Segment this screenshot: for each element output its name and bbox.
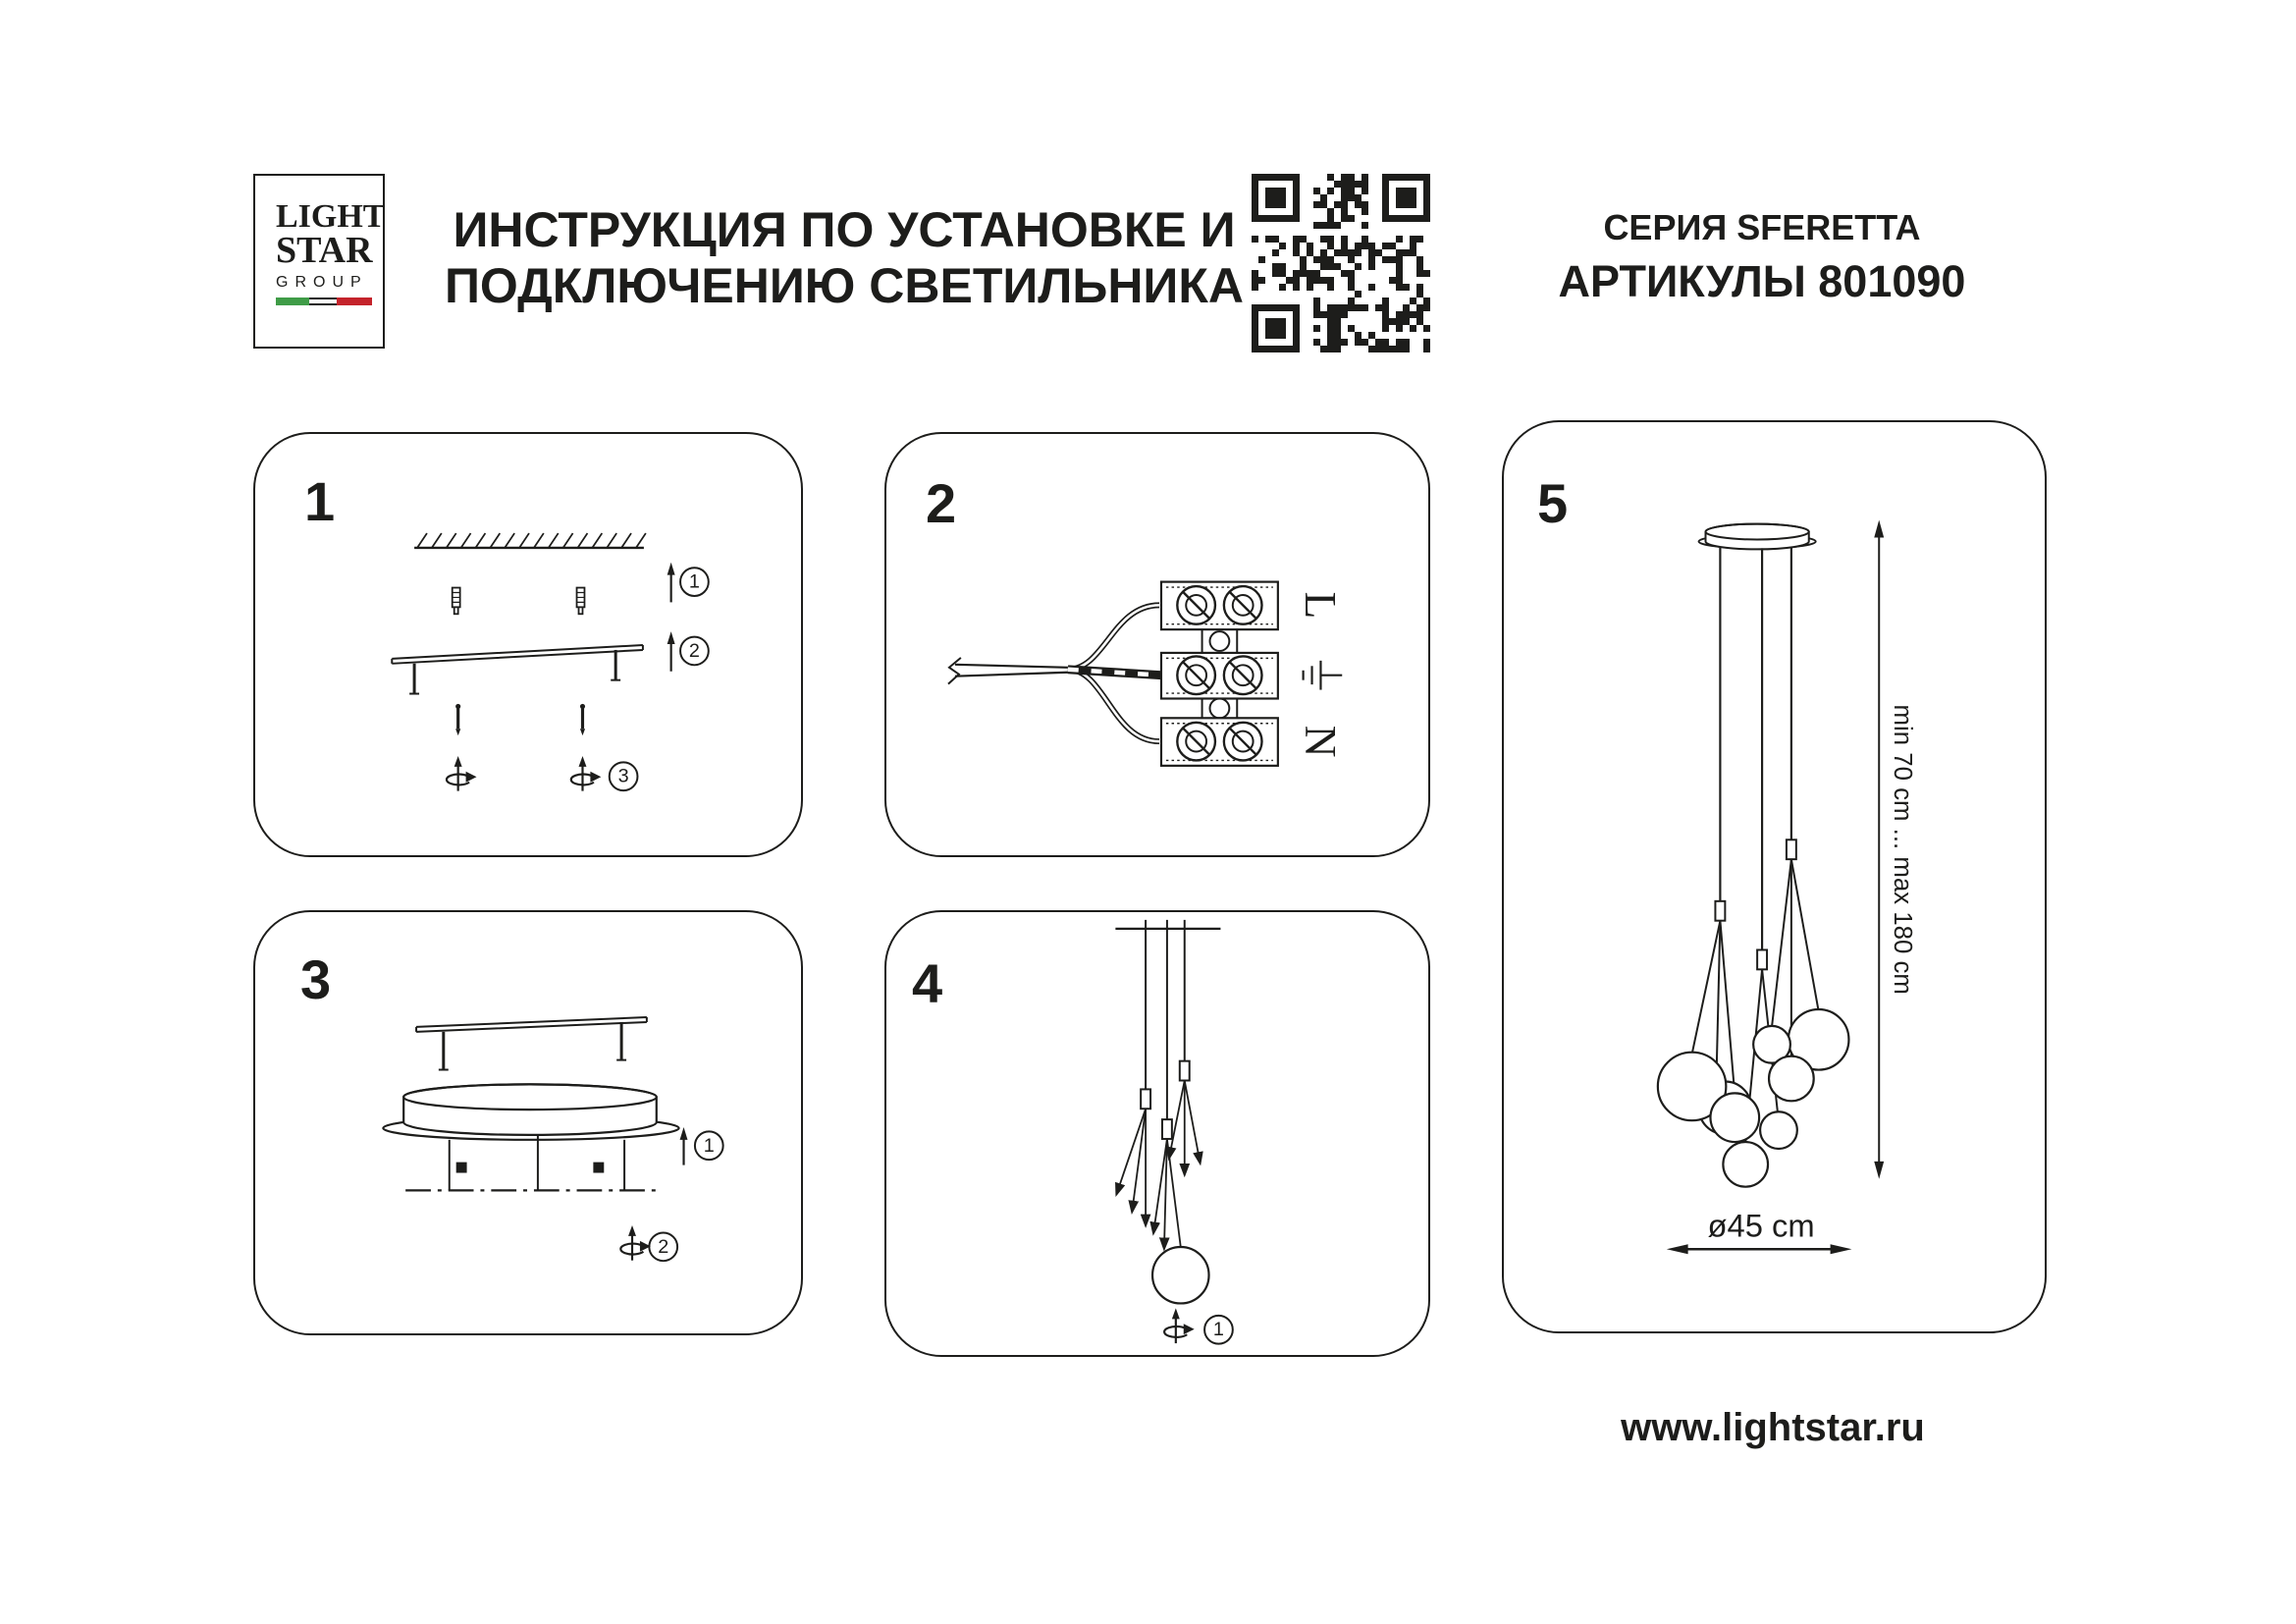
- lightstar-logo: [253, 174, 385, 349]
- ceiling-line: [1115, 920, 1220, 929]
- diameter-dimension-arrow: [1667, 1244, 1852, 1254]
- page-title: [422, 202, 1266, 314]
- step-3-diagram: [255, 912, 801, 1333]
- marker-1: 1: [703, 1134, 715, 1157]
- step-3-number: 3: [300, 948, 332, 1010]
- screw-icon: [455, 704, 585, 735]
- screw-rotation-icon: [620, 1225, 651, 1261]
- step-4-number: 4: [912, 952, 943, 1014]
- glass-sphere: [1152, 1247, 1208, 1303]
- wall-anchor-icon: [453, 588, 585, 615]
- terminal-label-line: L: [1295, 591, 1346, 620]
- sphere-cluster: [1658, 1009, 1849, 1187]
- screw-rotation-icon: [571, 756, 602, 791]
- logo-text-light: LIGHT: [276, 198, 386, 235]
- product-info: [1512, 208, 2012, 306]
- circled-marker: [610, 568, 709, 790]
- series-label: СЕРИЯ SFERETTA: [1603, 207, 1921, 247]
- step-5-diagram: [1504, 422, 2045, 1331]
- step-2-panel: [884, 432, 1430, 857]
- marker-1: 1: [688, 570, 700, 593]
- step-1-number: 1: [304, 470, 336, 532]
- wire-spray: [1116, 1080, 1200, 1248]
- suspension-cords: [1141, 929, 1190, 1139]
- marker-2: 2: [688, 639, 700, 662]
- up-arrow-icon: [680, 1127, 688, 1165]
- terminal-label-neutral: N: [1295, 725, 1346, 758]
- screw-rotation-icon: [1164, 1308, 1195, 1343]
- mounting-bracket: [392, 645, 643, 694]
- title-line-1: ИНСТРУКЦИЯ ПО УСТАНОВКЕ И: [453, 202, 1236, 257]
- marker-2: 2: [658, 1235, 669, 1258]
- qr-code: [1252, 174, 1430, 352]
- ceiling-hatch: [414, 533, 646, 548]
- step-3-panel: [253, 910, 803, 1335]
- marker-3: 3: [617, 765, 629, 787]
- canopy-underside: [405, 1135, 660, 1190]
- suspension-cords: [1715, 546, 1795, 969]
- screw-rotation-icon: [447, 756, 477, 791]
- height-dimension-label: min 70 cm ... max 180 cm: [1889, 704, 1917, 995]
- terminal-block: [1161, 582, 1278, 766]
- logo-text-star: STAR: [276, 230, 373, 271]
- step-2-number: 2: [926, 472, 957, 534]
- step-1-diagram: [255, 434, 801, 855]
- website-url: www.lightstar.ru: [1621, 1406, 1925, 1449]
- up-arrow-icon: [667, 563, 675, 672]
- italian-flag-icon: [276, 298, 372, 305]
- step-2-diagram: [886, 434, 1428, 855]
- diameter-dimension-label: ø45 cm: [1707, 1207, 1815, 1244]
- step-4-diagram: [886, 912, 1428, 1355]
- power-cable: [948, 605, 1161, 741]
- marker-1: 1: [1212, 1319, 1224, 1341]
- ceiling-canopy: [383, 1084, 678, 1139]
- step-1-panel: [253, 432, 803, 857]
- step-4-panel: [884, 910, 1430, 1357]
- step-5-panel: [1502, 420, 2047, 1333]
- earth-ground-icon: [1304, 661, 1343, 690]
- height-dimension-arrow: [1874, 520, 1884, 1179]
- mounting-bracket: [416, 1017, 647, 1070]
- title-line-2: ПОДКЛЮЧЕНИЮ СВЕТИЛЬНИКА: [444, 258, 1244, 313]
- logo-text-group: GROUP: [276, 274, 368, 291]
- ceiling-canopy: [1699, 524, 1816, 550]
- step-5-number: 5: [1537, 472, 1569, 534]
- article-label: АРТИКУЛЫ 801090: [1558, 256, 1966, 306]
